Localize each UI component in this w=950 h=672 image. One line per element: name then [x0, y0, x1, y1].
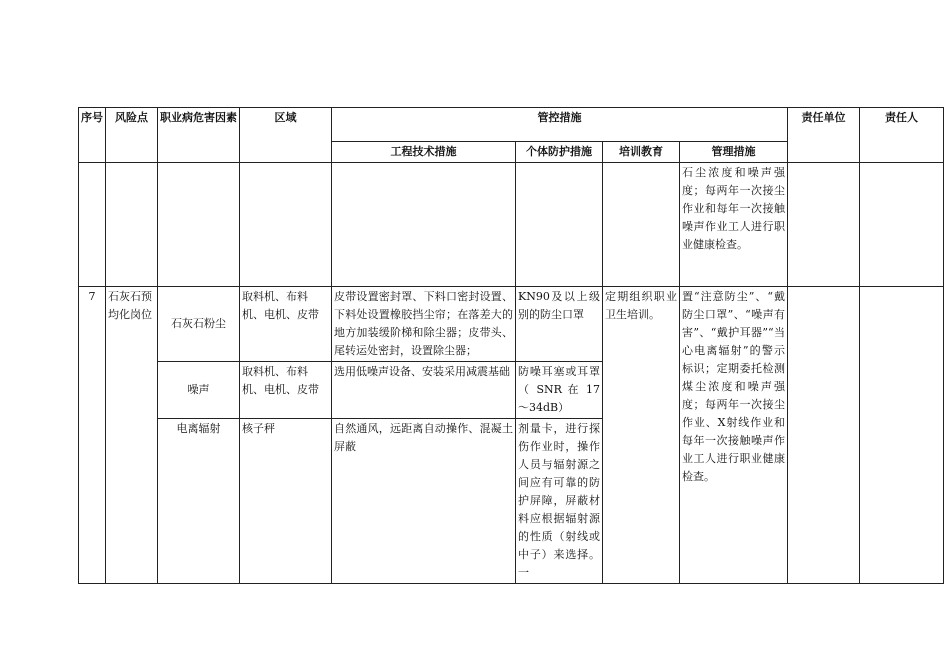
subheader-ppe: 个体防护措施: [516, 142, 603, 163]
header-unit: 责任单位: [788, 108, 860, 163]
hazard-engineering: 自然通风，远距离自动操作、混凝土屏蔽: [332, 419, 516, 584]
hazard-area: 取料机、布料机、电机、皮带: [240, 287, 332, 362]
row7-dust: [79, 287, 944, 362]
hazard-name: 电离辐射: [158, 419, 240, 584]
subheader-training: 培训教育: [603, 142, 680, 163]
header-hazard: 职业病危害因素: [158, 108, 240, 163]
hazard-ppe: 防噪耳塞或耳罩（ SNR 在 17 ～34dB）: [516, 362, 603, 419]
header-risk-point: 风险点: [106, 108, 158, 163]
hazard-area: 取料机、布料机、电机、皮带: [240, 362, 332, 419]
hazard-area: 核子秤: [240, 419, 332, 584]
hazard-name: 石灰石粉尘: [158, 287, 240, 362]
header-row: [79, 108, 944, 142]
hazard-ppe: 剂量卡，进行探伤作业时，操作人员与辐射源之间应有可靠的防护屏障，屏蔽材料应根据辐射源的性质（射线或中子）来选择。一: [516, 419, 603, 584]
hazard-engineering: 皮带设置密封罩、下料口密封设置、下料处设置橡胶挡尘帘；在落差大的地方加装缓阶梯和除尘器；皮带头、尾转运处密封，设置除尘器；: [332, 287, 516, 362]
row7-training: 定期组织职业卫生培训。: [603, 287, 680, 584]
subheader-management: 管理措施: [680, 142, 788, 163]
row7-seq: 7: [79, 287, 106, 584]
hazard-engineering: 选用低噪声设备、安装采用减震基础: [332, 362, 516, 419]
hazard-ppe: KN90及以上级别的防尘口罩: [516, 287, 603, 362]
header-person: 责任人: [860, 108, 944, 163]
header-control: 管控措施: [332, 108, 788, 142]
hazard-name: 噪声: [158, 362, 240, 419]
risk-control-table: [78, 107, 944, 584]
continued-management: 石尘浓度和噪声强度；每两年一次接尘作业和每年一次接触噪声作业工人进行职业健康检查。: [680, 163, 788, 287]
row7-risk-point: 石灰石预均化岗位: [106, 287, 158, 584]
row7-management: 置“注意防尘”、“戴防尘口罩”、“噪声有害”、“戴护耳器”“当心电离辐射”的警示标识；定期委托检测煤尘浓度和噪声强度；每两年一次接尘作业、X射线作业和每年一次接触噪声作业工人进行职业健康检查。: [680, 287, 788, 584]
header-seq: 序号: [79, 108, 106, 163]
subheader-engineering: 工程技术措施: [332, 142, 516, 163]
continued-row: [79, 163, 944, 287]
header-area: 区域: [240, 108, 332, 163]
